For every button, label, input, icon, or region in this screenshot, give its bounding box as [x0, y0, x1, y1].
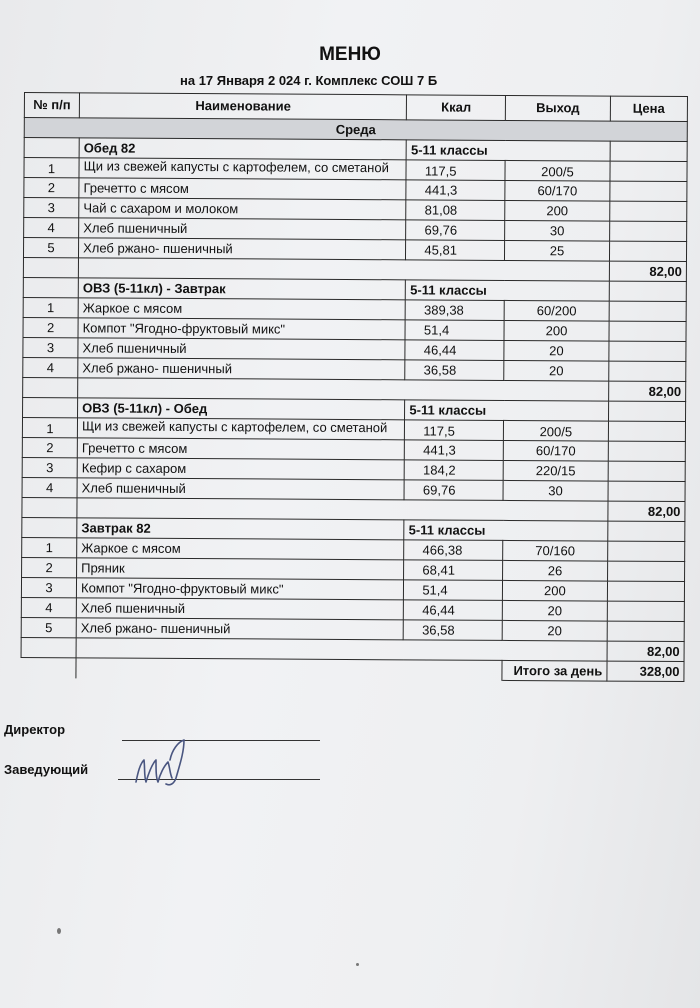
- item-out: 200/5: [504, 420, 609, 441]
- menu-body: [21, 118, 687, 682]
- item-price: [607, 561, 684, 581]
- item-name: Хлеб пшеничный: [78, 338, 405, 360]
- item-name: Хлеб ржано- пшеничный: [78, 358, 405, 380]
- item-kcal: 117,5: [405, 420, 504, 441]
- col-header-price: Цена: [610, 96, 687, 121]
- item-name: Хлеб ржано- пшеничный: [76, 618, 403, 640]
- item-price: [609, 241, 686, 261]
- item-name: Гречетто с мясом: [77, 438, 404, 460]
- item-out: 30: [503, 480, 608, 501]
- item-price: [610, 181, 687, 201]
- item-num: 1: [22, 537, 77, 557]
- item-kcal: 68,41: [404, 560, 503, 581]
- page-subtitle: на 17 Января 2 024 г. Комплекс СОШ 7 Б: [180, 73, 438, 88]
- item-name: Компот "Ягодно-фруктовый микс": [78, 318, 405, 340]
- item-price: [608, 421, 685, 441]
- section-classes: 5-11 классы: [406, 280, 609, 301]
- col-header-out: Выход: [505, 95, 610, 121]
- item-kcal: 69,76: [406, 220, 505, 241]
- item-kcal: 45,81: [406, 240, 505, 261]
- item-price: [609, 341, 686, 361]
- day-total-value: 328,00: [607, 661, 684, 681]
- section-num-cell: [23, 397, 78, 417]
- item-kcal: 184,2: [405, 460, 504, 481]
- item-kcal: 441,3: [406, 180, 505, 201]
- item-out: 20: [502, 620, 607, 641]
- section-num-cell: [24, 138, 79, 158]
- section-total: 82,00: [608, 501, 685, 521]
- item-out: 30: [505, 220, 610, 241]
- item-price: [608, 441, 685, 461]
- item-out: 20: [502, 600, 607, 621]
- item-num: 3: [24, 198, 79, 218]
- page-title: МЕНЮ: [319, 44, 381, 65]
- item-out: 220/15: [503, 460, 608, 481]
- item-name: Чай с сахаром и молоком: [79, 198, 406, 220]
- item-out: 20: [504, 360, 609, 381]
- item-price: [607, 621, 684, 641]
- item-num: 4: [24, 218, 79, 238]
- item-out: 25: [505, 240, 610, 261]
- item-price: [607, 601, 684, 621]
- item-num: 2: [23, 317, 78, 337]
- item-num: 4: [23, 357, 78, 377]
- section-name: ОВЗ (5-11кл) - Завтрак: [78, 278, 405, 300]
- section-classes: 5-11 классы: [404, 520, 607, 541]
- item-name: Кефир с сахаром: [77, 458, 404, 480]
- menu-table: [20, 92, 688, 682]
- section-classes: 5-11 классы: [405, 400, 608, 421]
- item-out: 60/170: [505, 180, 610, 201]
- item-num: 2: [22, 557, 77, 577]
- item-name: Щи из свежей капусты с картофелем, со сметаной: [79, 158, 406, 180]
- item-price: [608, 361, 685, 381]
- item-out: 60/200: [504, 300, 609, 321]
- item-kcal: 46,44: [405, 340, 504, 361]
- item-out: 200/5: [505, 160, 610, 181]
- item-kcal: 117,5: [406, 160, 505, 181]
- item-name: Щи из свежей капусты с картофелем, со сметаной: [77, 418, 404, 440]
- item-num: 5: [21, 617, 76, 637]
- item-kcal: 441,3: [405, 440, 504, 461]
- section-name: ОВЗ (5-11кл) - Обед: [78, 398, 405, 420]
- item-kcal: 46,44: [404, 600, 503, 621]
- day-total-label: Итого за день: [502, 660, 607, 681]
- paper-speck: [356, 963, 359, 966]
- item-name: Хлеб пшеничный: [79, 218, 406, 240]
- total-empty-cell: [23, 377, 78, 397]
- item-name: Хлеб пшеничный: [77, 478, 404, 500]
- total-empty-cell: [23, 257, 78, 277]
- item-num: 3: [23, 337, 78, 357]
- item-price: [610, 161, 687, 181]
- item-kcal: 36,58: [405, 360, 504, 381]
- item-name: Пряник: [77, 558, 404, 580]
- section-total: 82,00: [607, 641, 684, 661]
- item-num: 1: [23, 297, 78, 317]
- item-out: 20: [504, 340, 609, 361]
- item-price: [607, 581, 684, 601]
- item-kcal: 466,38: [404, 540, 503, 561]
- item-num: 2: [24, 178, 79, 198]
- col-header-name: Наименование: [79, 93, 406, 120]
- item-out: 200: [503, 580, 608, 601]
- day-total-empty: [76, 658, 502, 681]
- section-num-cell: [23, 277, 78, 297]
- col-header-num: № п/п: [24, 93, 79, 118]
- item-num: 3: [21, 577, 76, 597]
- section-price-cell: [610, 141, 687, 161]
- day-total-row: [21, 657, 684, 681]
- item-price: [608, 481, 685, 501]
- col-header-kcal: Ккал: [407, 95, 506, 121]
- item-price: [609, 221, 686, 241]
- director-label: Директор: [4, 722, 66, 737]
- handwritten-signature: [118, 738, 208, 788]
- item-num: 4: [21, 597, 76, 617]
- item-name: Компот "Ягодно-фруктовый микс": [76, 578, 403, 600]
- item-price: [608, 461, 685, 481]
- manager-label: Заведующий: [4, 762, 89, 777]
- item-price: [609, 201, 686, 221]
- item-out: 70/160: [503, 540, 608, 561]
- item-name: Жаркое с мясом: [78, 298, 405, 320]
- item-num: 4: [22, 477, 77, 497]
- day-label: Среда: [24, 118, 687, 142]
- paper-speck: [57, 928, 61, 934]
- item-name: Гречетто с мясом: [79, 178, 406, 200]
- section-classes: 5-11 классы: [406, 140, 609, 161]
- section-name: Завтрак 82: [77, 518, 404, 540]
- section-price-cell: [609, 281, 686, 301]
- item-name: Хлеб пшеничный: [76, 598, 403, 620]
- item-out: 26: [503, 560, 608, 581]
- section-total: 82,00: [609, 261, 686, 281]
- item-out: 200: [504, 320, 609, 341]
- item-kcal: 36,58: [404, 620, 503, 641]
- item-num: 3: [22, 457, 77, 477]
- item-num: 5: [23, 238, 78, 258]
- item-kcal: 69,76: [404, 480, 503, 501]
- section-name: Обед 82: [79, 138, 406, 160]
- item-num: 1: [22, 417, 77, 437]
- item-out: 200: [505, 200, 610, 221]
- item-name: Жаркое с мясом: [77, 538, 404, 560]
- item-kcal: 51,4: [405, 320, 504, 341]
- section-total: 82,00: [608, 381, 685, 401]
- item-num: 1: [24, 158, 79, 178]
- item-price: [609, 301, 686, 321]
- section-price-cell: [608, 521, 685, 541]
- item-out: 60/170: [503, 440, 608, 461]
- item-kcal: 51,4: [404, 580, 503, 601]
- day-total-empty: [21, 657, 76, 677]
- total-empty-cell: [22, 497, 77, 517]
- item-num: 2: [22, 437, 77, 457]
- total-empty-cell: [21, 637, 76, 657]
- item-kcal: 81,08: [406, 200, 505, 221]
- item-price: [609, 321, 686, 341]
- section-num-cell: [22, 517, 77, 537]
- section-price-cell: [608, 401, 685, 421]
- item-name: Хлеб ржано- пшеничный: [79, 238, 406, 260]
- item-price: [607, 541, 684, 561]
- item-kcal: 389,38: [405, 300, 504, 321]
